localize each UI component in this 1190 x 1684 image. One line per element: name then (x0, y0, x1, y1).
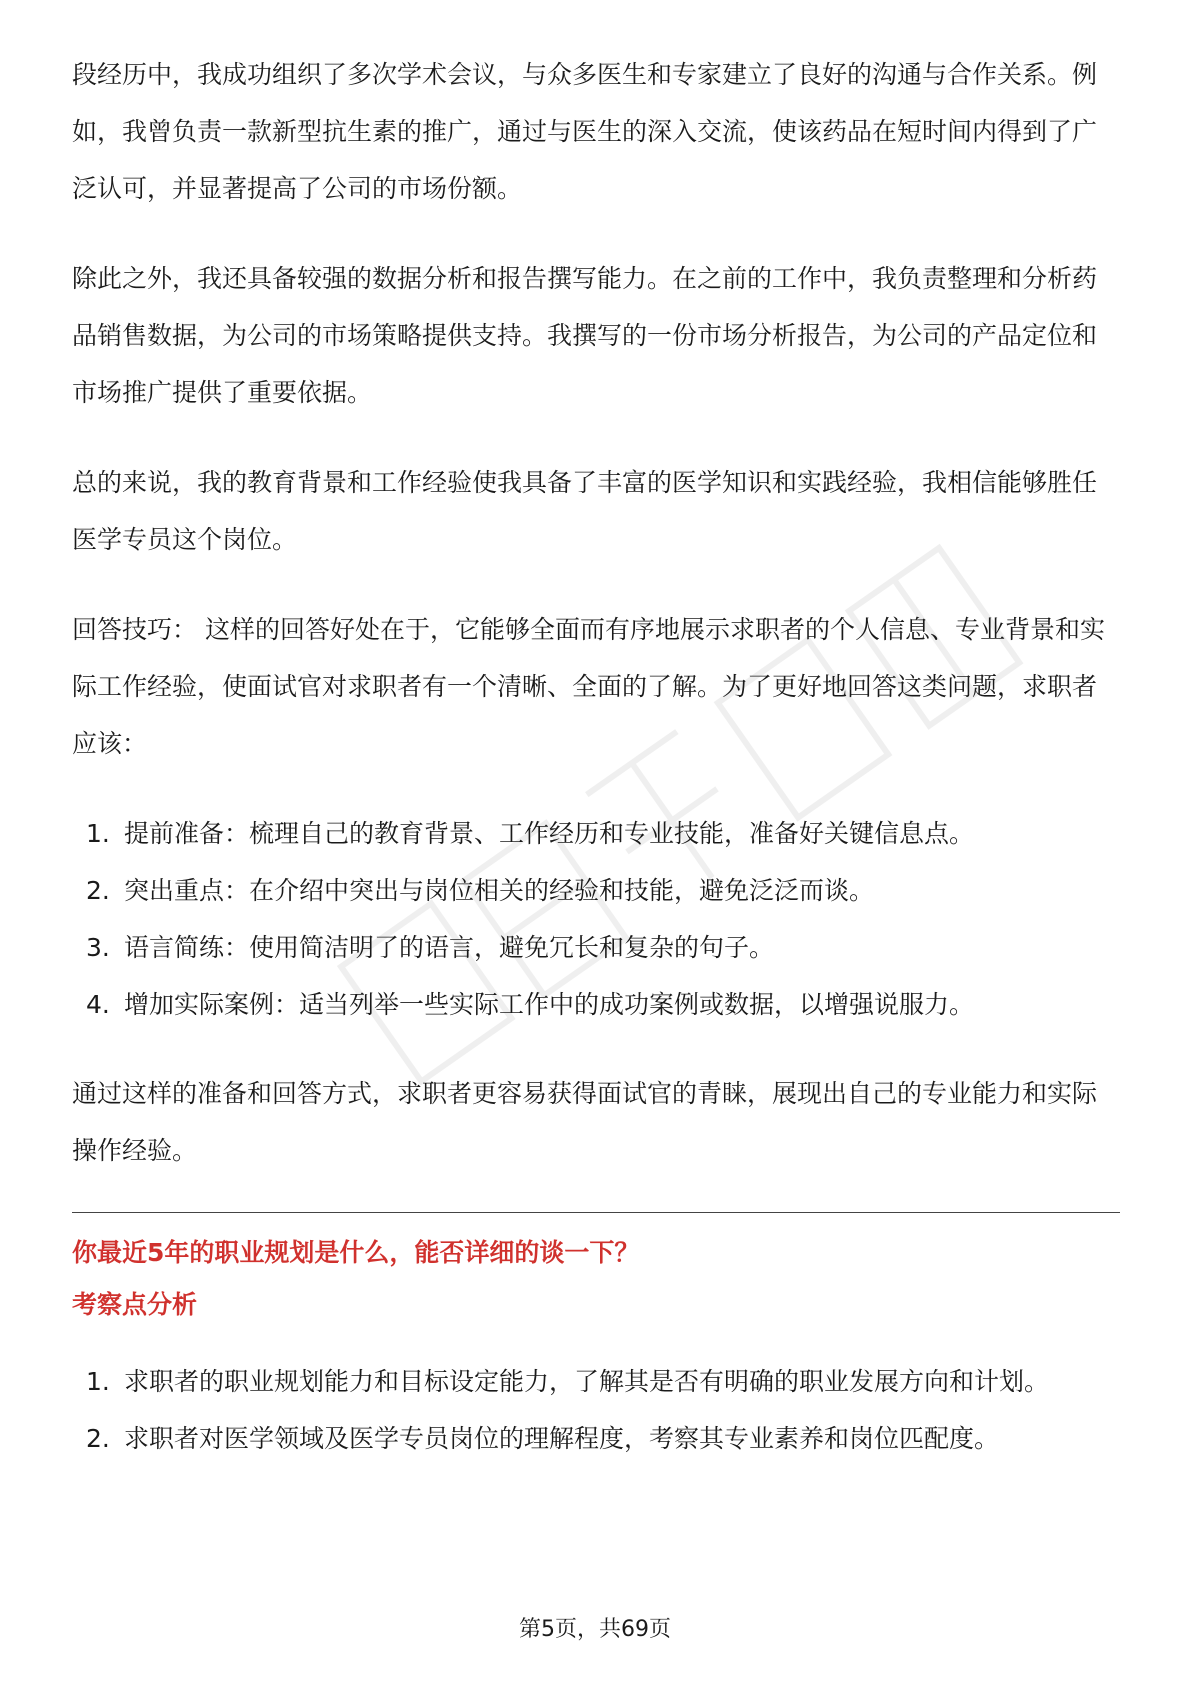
analysis-label: 考察点分析 (72, 1290, 198, 1319)
question-title: 你最近5年的职业规划是什么，能否详细的谈一下？ (72, 1238, 640, 1267)
list-item (72, 1353, 1120, 1410)
paragraph-summary: 总的来说，我的教育背景和工作经验使我具备了丰富的医学知识和实践经验，我相信能够胜任医学专员这个岗位。 (72, 468, 1098, 554)
paragraph-closing: 通过这样的准备和回答方式，求职者更容易获得面试官的青睐，展现出自己的专业能力和实际操作经验。 (72, 1079, 1098, 1165)
list-item (72, 805, 1120, 862)
list-number: 2. (86, 1424, 110, 1453)
paragraph-experience: 段经历中，我成功组织了多次学术会议，与众多医生和专家建立了良好的沟通与合作关系。例如，我曾负责一款新型抗生素的推广，通过与医生的深入交流，使该药品在短时间内得到了广泛认可，并显著提高了公司的市场份额。 (72, 60, 1098, 203)
list-item (72, 919, 1120, 976)
list-text: 求职者对医学领域及医学专员岗位的理解程度，考察其专业素养和岗位匹配度。 (124, 1424, 1000, 1453)
list-number: 2. (86, 876, 110, 905)
list-number: 1. (86, 1367, 110, 1396)
list-number: 4. (86, 990, 110, 1019)
section-divider (72, 1212, 1120, 1213)
paragraph-data-analysis: 除此之外，我还具备较强的数据分析和报告撰写能力。在之前的工作中，我负责整理和分析药品销售数据，为公司的市场策略提供支持。我撰写的一份市场分析报告，为公司的产品定位和市场推广提供了重要依据。 (72, 264, 1098, 407)
document-page (72, 46, 1120, 1499)
list-number: 3. (86, 933, 110, 962)
page-footer: 第5页，共69页 (519, 1617, 671, 1642)
list-number: 1. (86, 819, 110, 848)
list-item (72, 976, 1120, 1033)
list-item (72, 862, 1120, 919)
list-text: 求职者的职业规划能力和目标设定能力，了解其是否有明确的职业发展方向和计划。 (124, 1367, 1050, 1396)
list-item (72, 1410, 1120, 1467)
list-text: 语言简练：使用简洁明了的语言，避免冗长和复杂的句子。 (124, 933, 775, 962)
analysis-list (72, 1353, 1120, 1467)
tips-list (72, 805, 1120, 1033)
list-text: 提前准备：梳理自己的教育背景、工作经历和专业技能，准备好关键信息点。 (124, 819, 975, 848)
paragraph-answer-tips: 回答技巧： 这样的回答好处在于，它能够全面而有序地展示求职者的个人信息、专业背景和实际工作经验，使面试官对求职者有一个清晰、全面的了解。为了更好地回答这类问题，求职者应该： (72, 615, 1105, 758)
list-text: 增加实际案例：适当列举一些实际工作中的成功案例或数据，以增强说服力。 (124, 990, 975, 1019)
list-text: 突出重点：在介绍中突出与岗位相关的经验和技能，避免泛泛而谈。 (124, 876, 875, 905)
